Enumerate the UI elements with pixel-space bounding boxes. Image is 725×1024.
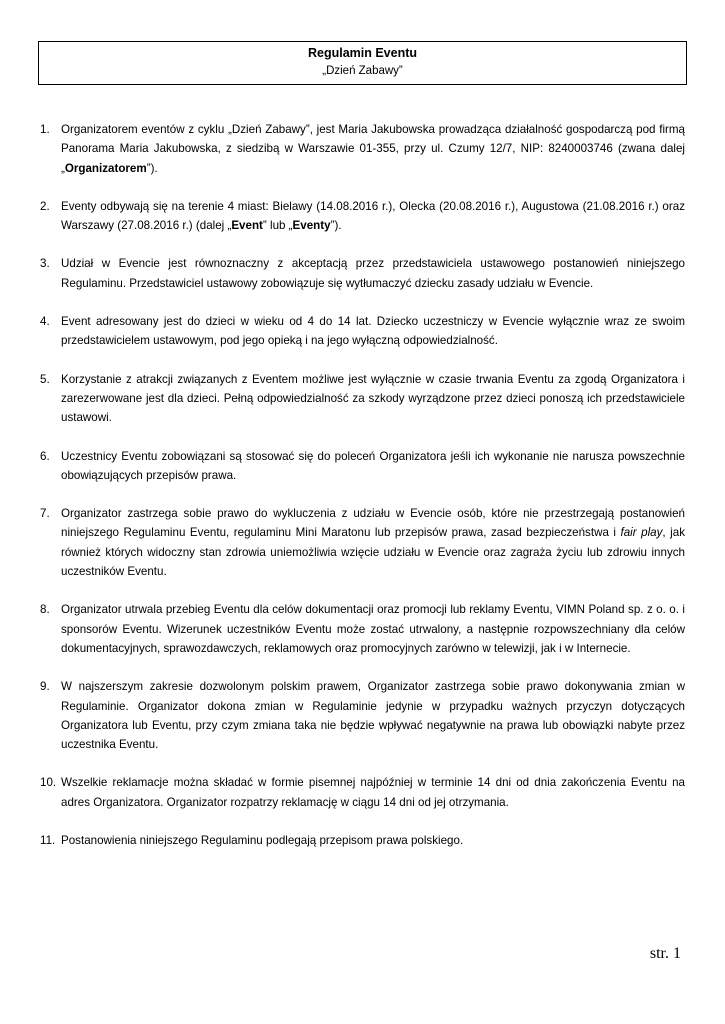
- rule-11: [40, 831, 685, 850]
- rule-text: Postanowienia niniejszego Regulaminu podlegają przepisom prawa polskiego.: [61, 834, 464, 848]
- rule-number: 6.: [40, 449, 50, 463]
- bold-term: Organizatorem: [64, 161, 147, 175]
- rule-number: 1.: [40, 123, 50, 136]
- bold-term: Event: [231, 219, 263, 233]
- rule-text: Organizator zastrzega sobie prawo do wykluczenia z udziału w Evencie osób, które nie przestrzegają postanowień niniejszego Regulaminu Eventu, regulaminu Mini Maratonu lub przepisów prawa, zasad bezpieczeństwa i fair play, jak również których widoczny stan zdrowia uniemożliwia wzięcie udziału w Evencie oraz zagraża życiu lub zdrowiu innych uczestników Eventu.: [61, 507, 685, 579]
- rules-list: [40, 120, 685, 869]
- rule-number: 3.: [40, 257, 50, 271]
- rule-text: Wszelkie reklamacje można składać w formie pisemnej najpóźniej w terminie 14 dni od dnia zakończenia Eventu na adres Organizatora. Organizator rozpatrzy reklamację w ciągu 14 dni od jej otrzymania.: [61, 776, 685, 809]
- rule-number: 8.: [40, 603, 50, 617]
- rule-number: 5.: [40, 372, 50, 386]
- rule-8: [40, 600, 685, 658]
- rule-text: Event adresowany jest do dzieci w wieku od 4 do 14 lat. Dziecko uczestniczy w Evencie wyłącznie wraz ze swoim przedstawicielem ustawowym, pod jego opieką i na jego wyłączną odpowiedzialność.: [61, 315, 685, 348]
- page-number: str. 1: [649, 945, 681, 962]
- rule-text: Organizatorem eventów z cyklu „Dzień Zabawy”, jest Maria Jakubowska prowadząca działalność gospodarczą pod firmą Panorama Maria Jakubowska, z siedzibą w Warszawie 01-355, przy ul. Czumy 12/7, NIP: 8240003746 (zwana dalej „Organizatorem”).: [61, 123, 685, 175]
- rule-number: 9.: [40, 680, 50, 694]
- rule-1: [40, 120, 685, 178]
- rule-number: 4.: [40, 315, 50, 329]
- document-header: [38, 41, 687, 85]
- rule-2: [40, 197, 685, 236]
- rule-6: [40, 447, 685, 486]
- rule-text: W najszerszym zakresie dozwolonym polskim prawem, Organizator zastrzega sobie prawo dokonywania zmian w Regulaminie. Organizator dokona zmian w Regulaminie jedynie w przypadku ważnych przyczyn dotyczących Organizatora lub Eventu, przy czym zmiana taka nie będzie wpływać negatywnie na prawa lub obowiązki nabyte przez uczestnika Eventu.: [61, 680, 685, 752]
- rule-number: 11.: [40, 834, 56, 848]
- bold-term: Eventy: [292, 219, 331, 233]
- italic-term: fair play: [620, 526, 663, 540]
- rule-7: [40, 504, 685, 581]
- rule-text: Eventy odbywają się na terenie 4 miast: Bielawy (14.08.2016 r.), Olecka (20.08.2016 r.), Augustowa (21.08.2016 r.) oraz Warszawy (27.08.2016 r.) (dalej „Event” lub „Eventy”).: [61, 199, 685, 233]
- rule-10: [40, 773, 685, 812]
- rule-3: [40, 254, 685, 293]
- rule-9: [40, 677, 685, 754]
- document-title: Regulamin Eventu: [307, 46, 418, 60]
- rule-4: [40, 312, 685, 351]
- rule-text: Uczestnicy Eventu zobowiązani są stosować się do poleceń Organizatora jeśli ich wykonanie nie narusza powszechnie obowiązujących przepisów prawa.: [61, 449, 685, 482]
- rule-text: Udział w Evencie jest równoznaczny z akceptacją przez przedstawiciela ustawowego postanowień niniejszego Regulaminu. Przedstawiciel ustawowy zobowiązuje się wytłumaczyć dziecku zasady udziału w Evencie.: [61, 257, 685, 290]
- rule-text: Korzystanie z atrakcji związanych z Eventem możliwe jest wyłącznie w czasie trwania Eventu za zgodą Organizatora i zarezerwowane jest dla dzieci. Pełną odpowiedzialność za szkody wyrządzone przez dzieci ponoszą ich przedstawiciele ustawowi.: [61, 372, 685, 425]
- document-subtitle: „Dzień Zabawy”: [322, 65, 403, 77]
- rule-number: 2.: [40, 199, 50, 213]
- rule-5: [40, 370, 685, 428]
- rule-number: 7.: [40, 507, 50, 521]
- rule-text: Organizator utrwala przebieg Eventu dla celów dokumentacji oraz promocji lub reklamy Eventu, VIMN Poland sp. z o. o. i sponsorów Eventu. Wizerunek uczestników Eventu może zostać utrwalony, a następnie rozpowszechniany dla celów dokumentacyjnych, sprawozdawczych, reklamowych oraz promocyjnych zarówno w telewizji, jak i w Internecie.: [61, 603, 685, 655]
- rule-number: 10.: [40, 776, 57, 790]
